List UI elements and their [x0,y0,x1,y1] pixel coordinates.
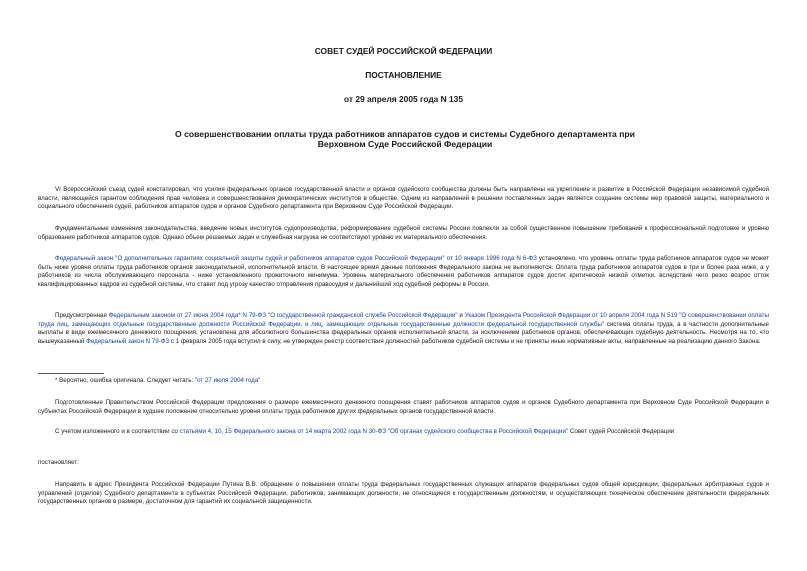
paragraph-4-text1: и [457,312,465,319]
paragraph-2-text: Фундаментальные изменения законодательства, введение новых институтов судопроизводства, реформирование судебной системы России повлекли за собой существенное повышение требований к профессиональной подготовке и уровню образования работников аппаратов судов. Однако объем решаемых задач и служебная нагрузка не соответствуют уровню их материального обеспечения. [38,225,769,241]
paragraph-6 [38,428,769,437]
footnote-divider [38,373,104,374]
footnote [38,377,769,386]
paragraph-4-text0: Предусмотренная [55,312,109,319]
law-6fz-link[interactable]: Федеральный закон "О дополнительных гарантиях социальной защиты судей и работников аппаратов судов Российской Федерации" от 10 января 1996 года N 6-ФЗ [55,255,537,262]
paragraph-4-text3: с 1 февраля 2005 года вступил в силу, не утвержден реестр соответствия должностей работников судебной системы и не приняты иные нормативные акты, направленные на реализацию данного Закона. [169,337,761,345]
paragraph-8 [38,481,769,507]
org-heading: СОВЕТ СУДЕЙ РОССИЙСКОЙ ФЕДЕРАЦИИ [314,46,493,56]
law-79fz-link[interactable]: Федеральным законом от 27 июня 2004 года* N 79-ФЗ "О государственной гражданской службе Российской Федерации" [108,312,458,319]
document-title-line2: Верховном Суде Российской Федерации [317,139,493,149]
paragraph-7-text: постановляет: [38,459,79,466]
law-79fz-short-link[interactable]: Федеральный закон N 79-ФЗ [86,337,170,345]
paragraph-7 [38,459,769,468]
footnote-link[interactable]: "от 27 июля 2004 года" [194,377,261,384]
paragraph-1 [38,186,769,212]
paragraph-1-text: VI Всероссийский съезд судей констатировал, что усилия федеральных органов государственной власти и органов судейского сообщества должны быть направлены на укрепление и развитие в Российской Федерации независимой судебной власти, являющейся гарантом соблюдения прав человека и совершенствования демократических институтов в обществе. Одним из направлений в решении поставленных задач является создание системы мер правовой защиты, материального и социального обеспечения судей, работников аппаратов судов и органов Судебного департамента при Верховном Суде Российской Федерации. [38,186,769,211]
paragraph-5 [38,399,769,416]
document-title-line1: О совершенствовании оплаты труда работников аппаратов судов и системы Судебного департамента при [175,129,635,139]
doc-type-heading: ПОСТАНОВЛЕНИЕ [365,70,442,80]
paragraph-4 [38,312,769,346]
paragraph-6-text1: Совет судей Российской Федерации [568,428,675,435]
footnote-text: * Вероятно, ошибка оригинала. Следует читать: [55,377,195,384]
paragraph-6-text0: С учетом изложенного и в соответствии со [55,428,180,435]
paragraph-2 [38,225,769,242]
decree-519-link[interactable]: Указом Президента Российской Федерации от 10 апреля 2004 года N 519 "О совершенствовании оплаты труда лиц, замещающих отдельные государственные должности Российской Федерации, и лиц, замещающих отдельные государственные должности федеральной государственной службы" [38,312,769,328]
paragraph-3 [38,255,769,289]
paragraph-4-text2: система оплаты труда, а в частности дополнительные выплаты в виде ежемесячного денежного поощрения, установлена для абсолютного большинства федеральных органов исполнительной власти, за исключением работников органов, обеспечивающих судебную деятельность. Несмотря на то, что вышеуказанный [38,320,769,345]
paragraph-3-text: установлено, что уровень оплаты труда работников аппаратов судов не может быть ниже уровня оплаты труда работников органов законодательной, исполнительной власти. В настоящее время данные положения Федерального закона не выполняются. Оплата труда работников аппаратов судов в три и более раза ниже, а у работников из числа обслуживающего персонала - ниже установленного прожиточного минимума. Уровень материального обеспечения работников аппаратов судов достиг критической низкой отметки, вследствие чего резко возрос отток квалифицированных кадров из судебной системы, что ставит под угрозу качество отправления правосудия и дальнейший ход судебной реформы в России. [38,255,769,288]
paragraph-8-text: Направить в адрес Президента Российской Федерации Путина В.В. обращение о повышении оплаты труда федеральных государственных служащих аппаратов федеральных судов общей юрисдикции, федеральных арбитражных судов и управлений (отделов) Судебного департамента в субъектах Российской Федерации, работников, занимающих должности, не относящиеся к государственным должностям, и осуществляющих техническое обеспечение деятельности федеральных государственных органов в размере, достаточном для гарантий их социальной защищенности. [38,481,769,506]
law-30fz-link[interactable]: статьями 4, 10, 15 Федерального закона от 14 марта 2002 года N 30-ФЗ "Об органах судейского сообщества в Российской Федерации" [179,428,569,435]
paragraph-5-text: Подготовленные Правительством Российской Федерации предложения о размере ежемесячного денежного поощрения ставят работников аппаратов судов и органов Судебного департамента при Верховном Суде Российской Федерации в субъектах Российской Федерации в худшее положение относительно уровня оплаты труда работников других федеральных органов государственной власти. [38,399,769,415]
doc-date-heading: от 29 апреля 2005 года N 135 [344,94,463,104]
